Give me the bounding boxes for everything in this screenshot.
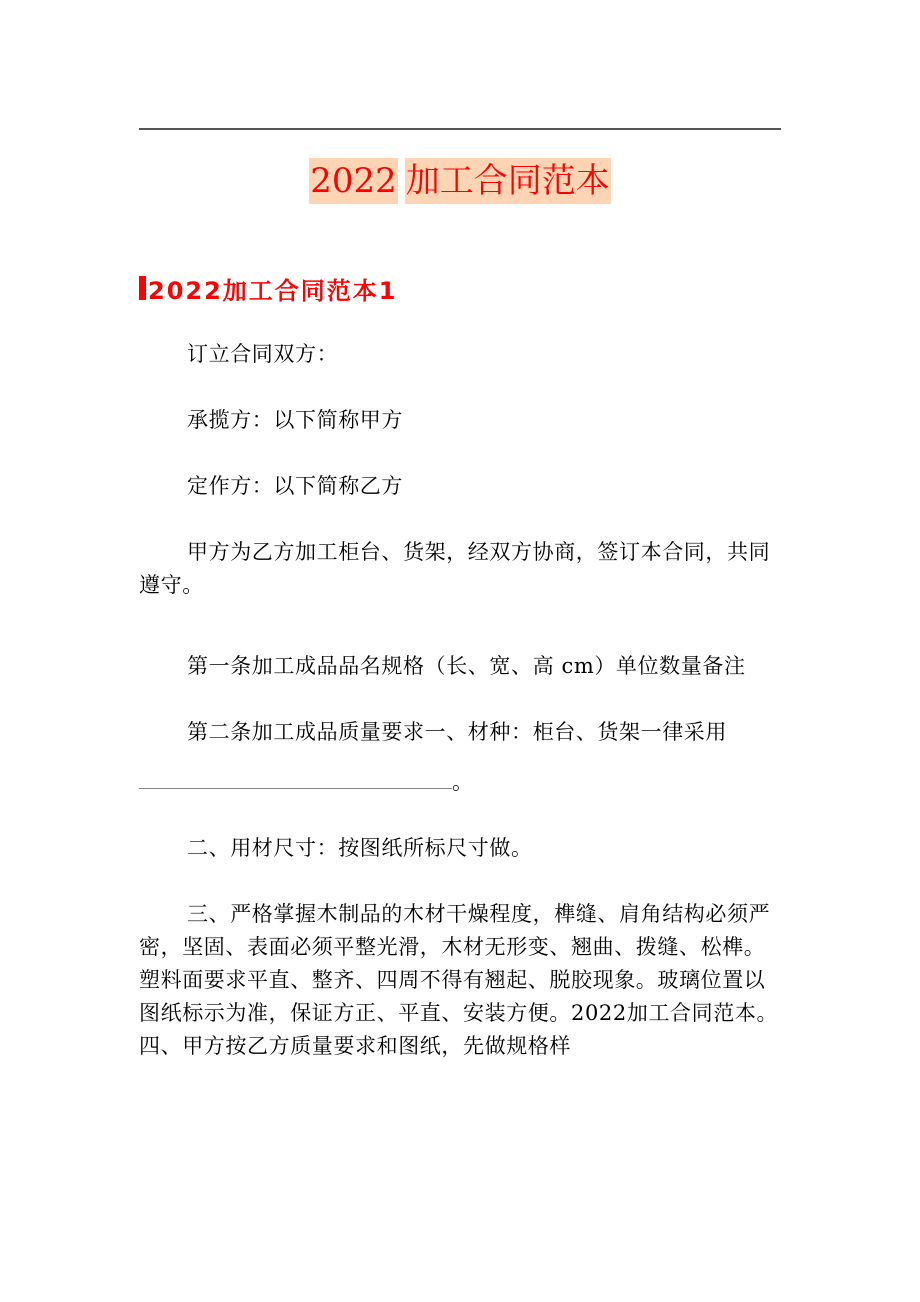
section-heading-text: 2022加工合同范本1 [148, 276, 398, 305]
paragraph-material-size: 二、用材尺寸：按图纸所标尺寸做。 [187, 836, 533, 860]
section-heading [139, 272, 398, 304]
paragraph-article-2: 第二条加工成品质量要求一、材种：柜台、货架一律采用 [187, 720, 727, 744]
title-year: 2022 [309, 158, 398, 204]
paragraph-agreement: 甲方为乙方加工柜台、货架，经双方协商，签订本合同，共同遵守。 [139, 540, 771, 597]
paragraph-parties: 订立合同双方： [187, 342, 339, 366]
paragraph-quality-requirements: 三、严格掌握木制品的木材干燥程度，榫缝、肩角结构必须严密，坚固、表面必须平整光滑，木材无形变、翘曲、拨缝、松榫。塑料面要求平直、整齐、四周不得有翘起、脱胶现象。玻璃位置以图纸标示为准，保证方正、平直、安装方便。2022加工合同范本。四、甲方按乙方质量要求和图纸，先做规格样 [139, 902, 779, 1058]
title-text: 加工合同范本 [405, 158, 611, 204]
header-rule [139, 128, 781, 130]
paragraph-orderer: 定作方：以下简称乙方 [187, 474, 403, 498]
heading-marker-icon [139, 276, 146, 300]
blank-fill-line [139, 766, 781, 799]
document-title [0, 158, 920, 204]
blank-underline [139, 770, 452, 789]
blank-fill-suffix: 。 [452, 770, 474, 794]
paragraph-article-1: 第一条加工成品品名规格（长、宽、高 cm）单位数量备注 [187, 654, 746, 678]
paragraph-contractor: 承揽方：以下简称甲方 [187, 408, 403, 432]
